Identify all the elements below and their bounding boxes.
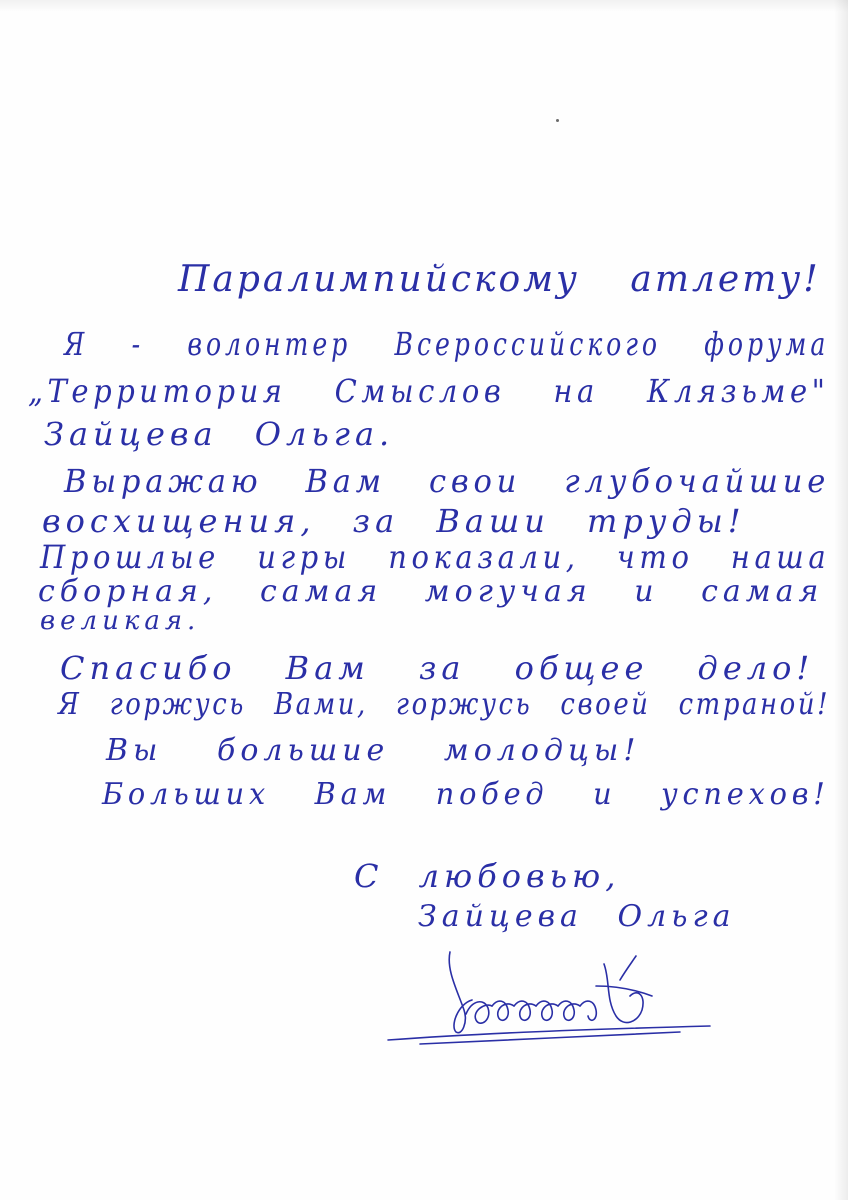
paragraph2-line3: Прошлые игры показали, что наша [40, 538, 831, 576]
paragraph1-line2: „Территория Смыслов на Клязьме" [28, 372, 830, 410]
paragraph3-line4: Больших Вам побед и успехов! [102, 777, 830, 812]
scan-edge-shadow [834, 0, 848, 1200]
scan-top-shadow [0, 0, 848, 12]
closing-line2: Зайцева Ольга [418, 899, 736, 934]
paragraph3-line3: Вы большие молодцы! [106, 733, 641, 768]
paragraph1-line1: Я - волонтер Всероссийского форума [64, 325, 830, 363]
paragraph2-line2: восхищения, за Ваши труды! [42, 502, 746, 540]
paragraph1-line3: Зайцева Ольга. [44, 415, 395, 453]
paragraph2-line1: Выражаю Вам свои глубочайшие [64, 462, 831, 500]
handwritten-signature [380, 940, 720, 1060]
closing-line1: С любовью, [354, 857, 621, 895]
paragraph2-line5: великая. [40, 606, 201, 636]
letter-heading: Паралимпийскому атлету! [178, 259, 821, 300]
paragraph3-line1: Спасибо Вам за общее дело! [60, 649, 815, 687]
paper-speck [556, 119, 559, 122]
paragraph2-line4: сборная, самая могучая и самая [38, 574, 824, 609]
paragraph3-line2: Я горжусь Вами, горжусь своей страной! [58, 687, 831, 722]
